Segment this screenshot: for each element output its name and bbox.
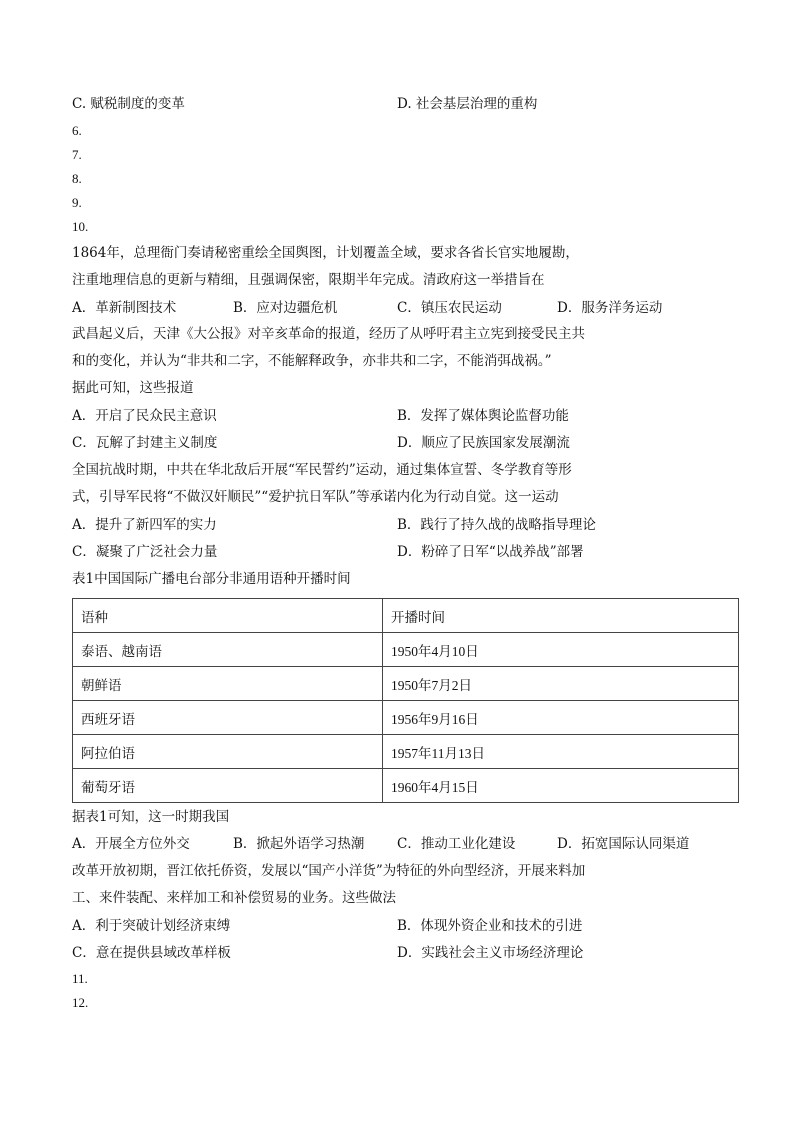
option-b: B．应对边疆危机 (233, 300, 338, 316)
option-c: C．镇压农民运动 (397, 300, 502, 316)
table-header-row (73, 599, 739, 633)
option-d: D．顺应了民族国家发展潮流 (397, 435, 570, 451)
table-cell: 1956年9月16日 (383, 701, 739, 735)
table-cell: 泰语、越南语 (73, 633, 383, 667)
question-stem: 全国抗战时期，中共在华北敌后开展“军民誓约”运动，通过集体宣誓、冬学教育等形 (72, 462, 572, 478)
table-cell: 1960年4月15日 (383, 769, 739, 803)
table-cell: 1957年11月13日 (383, 735, 739, 769)
table-row (73, 633, 739, 667)
table-header-cell: 语种 (73, 599, 383, 633)
option-d: D．拓宽国际认同渠道 (557, 836, 690, 852)
question-stem: 式，引导军民将“不做汉奸顺民”“爱护抗日军队”等承诺内化为行动自觉。这一运动 (72, 489, 559, 505)
option-d: D．实践社会主义市场经济理论 (397, 945, 584, 961)
question-stem: 武昌起义后，天津《大公报》对辛亥革命的报道，经历了从呼吁君主立宪到接受民主共 (72, 326, 585, 342)
option-c: C. 赋税制度的变革 (72, 96, 185, 112)
option-a: A．提升了新四军的实力 (72, 517, 217, 533)
option-a: A．开展全方位外交 (72, 836, 190, 852)
option-a: A．利于突破计划经济束缚 (72, 918, 231, 934)
broadcast-table (72, 598, 739, 803)
table-cell: 西班牙语 (73, 701, 383, 735)
question-number: 12. (72, 995, 89, 1010)
table-header-cell: 开播时间 (383, 599, 739, 633)
table-row (73, 701, 739, 735)
option-c: C．凝聚了广泛社会力量 (72, 544, 218, 560)
question-stem: 注重地理信息的更新与精细，且强调保密，限期半年完成。清政府这一举措旨在 (72, 272, 545, 288)
question-stem: 1864年，总理衙门奏请秘密重绘全国舆图，计划覆盖全域，要求各省长官实地履勘， (72, 245, 579, 261)
question-number: 6. (72, 123, 82, 138)
option-b: B．发挥了媒体舆论监督功能 (397, 408, 569, 424)
option-d: D．服务洋务运动 (557, 300, 663, 316)
question-stem: 据此可知，这些报道 (72, 380, 194, 396)
table-cell: 1950年4月10日 (383, 633, 739, 667)
question-number: 9. (72, 195, 82, 210)
table-row (73, 735, 739, 769)
option-c: C．推动工业化建设 (397, 836, 516, 852)
option-a: A．开启了民众民主意识 (72, 408, 217, 424)
table-row (73, 667, 739, 701)
question-number: 11. (72, 971, 88, 986)
option-d: D．粉碎了日军“以战养战”部署 (397, 544, 584, 560)
table-cell: 葡萄牙语 (73, 769, 383, 803)
table-cell: 1950年7月2日 (383, 667, 739, 701)
question-stem: 改革开放初期，晋江依托侨资，发展以“国产小洋货”为特征的外向型经济，开展来料加 (72, 863, 586, 879)
table-cell: 朝鲜语 (73, 667, 383, 701)
question-stem: 工、来件装配、来样加工和补偿贸易的业务。这些做法 (72, 890, 396, 906)
question-stem: 据表1可知，这一时期我国 (72, 809, 230, 825)
question-number: 8. (72, 171, 82, 186)
table-caption: 表1中国国际广播电台部分非通用语种开播时间 (72, 571, 351, 587)
question-stem: 和的变化，并认为“非共和二字，不能解释政争，亦非共和二字，不能消弭战祸。” (72, 353, 552, 369)
question-number: 7. (72, 147, 82, 162)
table-row (73, 769, 739, 803)
option-b: B．体现外资企业和技术的引进 (397, 918, 583, 934)
option-c: C．瓦解了封建主义制度 (72, 435, 218, 451)
option-b: B．践行了持久战的战略指导理论 (397, 517, 596, 533)
option-a: A．革新制图技术 (72, 300, 177, 316)
option-c: C．意在提供县域改革样板 (72, 945, 231, 961)
table-cell: 阿拉伯语 (73, 735, 383, 769)
option-d: D. 社会基层治理的重构 (397, 96, 538, 112)
question-number: 10. (72, 219, 89, 234)
option-b: B．掀起外语学习热潮 (233, 836, 365, 852)
